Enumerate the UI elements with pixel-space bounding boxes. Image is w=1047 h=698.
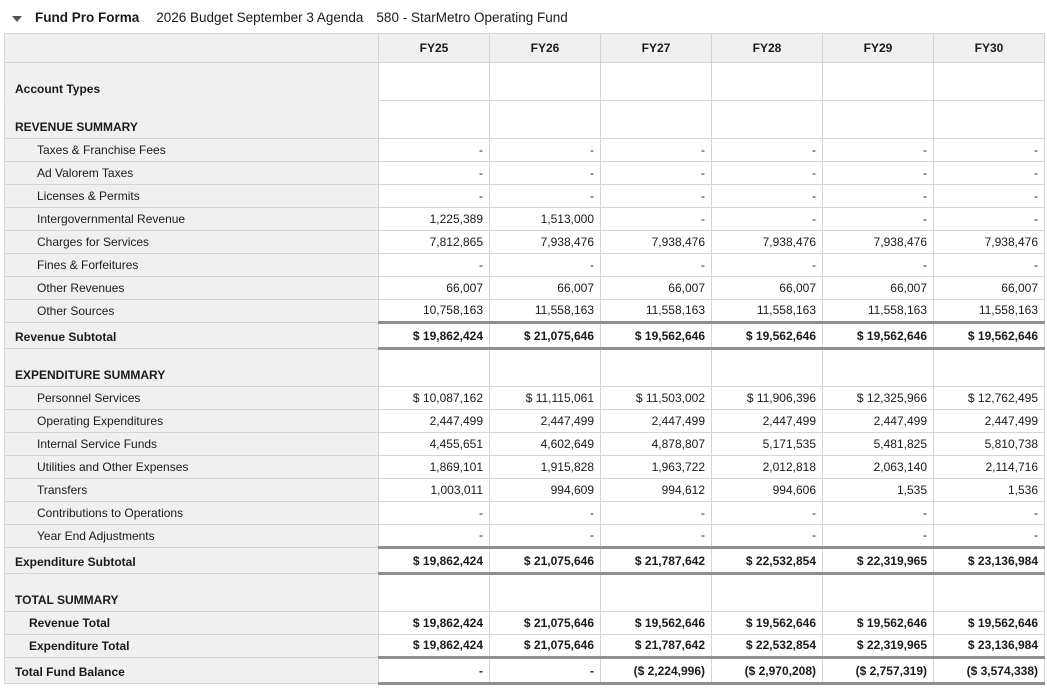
cell-fy29: 2,063,140	[823, 456, 934, 479]
cell-fy30: $ 19,562,646	[934, 323, 1045, 349]
cell-fy28	[712, 101, 823, 139]
row-label: Other Revenues	[5, 277, 379, 300]
cell-fy28: $ 22,532,854	[712, 548, 823, 574]
cell-fy26: 2,447,499	[490, 410, 601, 433]
cell-fy27: $ 21,787,642	[601, 635, 712, 658]
cell-fy30: $ 23,136,984	[934, 548, 1045, 574]
table-row	[5, 635, 1045, 658]
cell-fy25: $ 19,862,424	[379, 323, 490, 349]
budget-name: 2026 Budget September 3 Agenda	[156, 10, 364, 25]
cell-fy26: $ 21,075,646	[490, 323, 601, 349]
cell-fy29: ($ 2,757,319)	[823, 658, 934, 684]
cell-fy26: 1,915,828	[490, 456, 601, 479]
cell-fy29: 1,535	[823, 479, 934, 502]
cell-fy28: 994,606	[712, 479, 823, 502]
cell-fy26: -	[490, 139, 601, 162]
row-label: Expenditure Total	[5, 635, 379, 658]
cell-fy28	[712, 349, 823, 387]
fund-pro-forma-table	[4, 33, 1045, 685]
cell-fy25: -	[379, 185, 490, 208]
cell-fy30: -	[934, 139, 1045, 162]
row-label: Transfers	[5, 479, 379, 502]
row-label: REVENUE SUMMARY	[5, 101, 379, 139]
cell-fy25: 1,003,011	[379, 479, 490, 502]
cell-fy29: 11,558,163	[823, 300, 934, 323]
cell-fy28: -	[712, 139, 823, 162]
cell-fy25: 66,007	[379, 277, 490, 300]
cell-fy30: -	[934, 162, 1045, 185]
cell-fy25: 1,225,389	[379, 208, 490, 231]
cell-fy28: 2,447,499	[712, 410, 823, 433]
cell-fy26: $ 21,075,646	[490, 548, 601, 574]
row-label: Year End Adjustments	[5, 525, 379, 548]
cell-fy29	[823, 349, 934, 387]
row-label: Internal Service Funds	[5, 433, 379, 456]
cell-fy30: 2,114,716	[934, 456, 1045, 479]
cell-fy26: 7,938,476	[490, 231, 601, 254]
fund-name: 580 - StarMetro Operating Fund	[376, 10, 568, 25]
cell-fy27	[601, 63, 712, 101]
cell-fy27: $ 21,787,642	[601, 548, 712, 574]
table-row	[5, 349, 1045, 387]
table-row	[5, 658, 1045, 684]
table-row	[5, 525, 1045, 548]
cell-fy25: 2,447,499	[379, 410, 490, 433]
cell-fy26: $ 21,075,646	[490, 635, 601, 658]
cell-fy26	[490, 574, 601, 612]
cell-fy30	[934, 63, 1045, 101]
cell-fy29: $ 12,325,966	[823, 387, 934, 410]
cell-fy30	[934, 349, 1045, 387]
row-label: Account Types	[5, 63, 379, 101]
cell-fy29: -	[823, 162, 934, 185]
cell-fy29: 66,007	[823, 277, 934, 300]
cell-fy30: -	[934, 254, 1045, 277]
cell-fy27: 4,878,807	[601, 433, 712, 456]
cell-fy27: -	[601, 525, 712, 548]
cell-fy30: -	[934, 502, 1045, 525]
cell-fy27	[601, 101, 712, 139]
cell-fy28: $ 19,562,646	[712, 323, 823, 349]
cell-fy27: 2,447,499	[601, 410, 712, 433]
row-label: Charges for Services	[5, 231, 379, 254]
table-row	[5, 139, 1045, 162]
cell-fy27: -	[601, 139, 712, 162]
table-row	[5, 208, 1045, 231]
report-title: Fund Pro Forma	[35, 10, 140, 25]
cell-fy26: 1,513,000	[490, 208, 601, 231]
cell-fy26: -	[490, 162, 601, 185]
cell-fy29: 2,447,499	[823, 410, 934, 433]
cell-fy25	[379, 101, 490, 139]
col-header-fy25: FY25	[379, 34, 490, 63]
table-row	[5, 387, 1045, 410]
cell-fy30	[934, 101, 1045, 139]
cell-fy25: -	[379, 658, 490, 684]
cell-fy28: 2,012,818	[712, 456, 823, 479]
cell-fy26	[490, 63, 601, 101]
cell-fy28	[712, 574, 823, 612]
cell-fy26: $ 11,115,061	[490, 387, 601, 410]
cell-fy29: 7,938,476	[823, 231, 934, 254]
row-label: Ad Valorem Taxes	[5, 162, 379, 185]
cell-fy29: 5,481,825	[823, 433, 934, 456]
cell-fy25: -	[379, 162, 490, 185]
col-header-fy27: FY27	[601, 34, 712, 63]
cell-fy30: -	[934, 208, 1045, 231]
cell-fy25: 7,812,865	[379, 231, 490, 254]
col-header-fy26: FY26	[490, 34, 601, 63]
cell-fy29: -	[823, 208, 934, 231]
cell-fy30: -	[934, 525, 1045, 548]
cell-fy28	[712, 63, 823, 101]
collapse-arrow-icon[interactable]	[12, 16, 22, 22]
row-label: Total Fund Balance	[5, 658, 379, 684]
table-row	[5, 63, 1045, 101]
cell-fy26: -	[490, 658, 601, 684]
row-label: Revenue Total	[5, 612, 379, 635]
row-label: Other Sources	[5, 300, 379, 323]
table-row	[5, 410, 1045, 433]
cell-fy25: $ 19,862,424	[379, 548, 490, 574]
table-row	[5, 456, 1045, 479]
col-header-fy30: FY30	[934, 34, 1045, 63]
row-label: Taxes & Franchise Fees	[5, 139, 379, 162]
table-row	[5, 479, 1045, 502]
cell-fy25: -	[379, 254, 490, 277]
cell-fy27: 7,938,476	[601, 231, 712, 254]
cell-fy26: $ 21,075,646	[490, 612, 601, 635]
table-row	[5, 254, 1045, 277]
column-header-row	[5, 34, 1045, 63]
cell-fy27: ($ 2,224,996)	[601, 658, 712, 684]
table-row	[5, 277, 1045, 300]
cell-fy30: 5,810,738	[934, 433, 1045, 456]
row-label: Utilities and Other Expenses	[5, 456, 379, 479]
cell-fy30: 1,536	[934, 479, 1045, 502]
cell-fy26: 994,609	[490, 479, 601, 502]
cell-fy28: 11,558,163	[712, 300, 823, 323]
row-label: Personnel Services	[5, 387, 379, 410]
cell-fy28: -	[712, 162, 823, 185]
cell-fy29: -	[823, 502, 934, 525]
row-label: TOTAL SUMMARY	[5, 574, 379, 612]
cell-fy26: 66,007	[490, 277, 601, 300]
cell-fy27: 994,612	[601, 479, 712, 502]
cell-fy30: $ 19,562,646	[934, 612, 1045, 635]
table-row	[5, 574, 1045, 612]
cell-fy25: $ 19,862,424	[379, 612, 490, 635]
table-row	[5, 231, 1045, 254]
cell-fy30: 2,447,499	[934, 410, 1045, 433]
cell-fy25	[379, 349, 490, 387]
cell-fy27	[601, 349, 712, 387]
cell-fy28: -	[712, 502, 823, 525]
row-label: Intergovernmental Revenue	[5, 208, 379, 231]
cell-fy26: 11,558,163	[490, 300, 601, 323]
cell-fy26: -	[490, 185, 601, 208]
cell-fy28: -	[712, 525, 823, 548]
cell-fy27: 66,007	[601, 277, 712, 300]
row-label: Operating Expenditures	[5, 410, 379, 433]
cell-fy29	[823, 574, 934, 612]
cell-fy27: 11,558,163	[601, 300, 712, 323]
table-row	[5, 612, 1045, 635]
table-row	[5, 433, 1045, 456]
cell-fy30: 7,938,476	[934, 231, 1045, 254]
table-row	[5, 323, 1045, 349]
cell-fy30	[934, 574, 1045, 612]
cell-fy30: ($ 3,574,338)	[934, 658, 1045, 684]
cell-fy30: 66,007	[934, 277, 1045, 300]
cell-fy26: 4,602,649	[490, 433, 601, 456]
cell-fy27: -	[601, 254, 712, 277]
cell-fy25	[379, 63, 490, 101]
table-row	[5, 548, 1045, 574]
cell-fy29: -	[823, 254, 934, 277]
cell-fy25: $ 10,087,162	[379, 387, 490, 410]
cell-fy25	[379, 574, 490, 612]
cell-fy29: $ 22,319,965	[823, 635, 934, 658]
table-row	[5, 185, 1045, 208]
col-header-fy29: FY29	[823, 34, 934, 63]
cell-fy25: $ 19,862,424	[379, 635, 490, 658]
cell-fy25: 1,869,101	[379, 456, 490, 479]
cell-fy28: 66,007	[712, 277, 823, 300]
col-header-fy28: FY28	[712, 34, 823, 63]
cell-fy26: -	[490, 525, 601, 548]
table-row	[5, 300, 1045, 323]
cell-fy27: -	[601, 502, 712, 525]
cell-fy28: -	[712, 254, 823, 277]
cell-fy27	[601, 574, 712, 612]
row-label: Contributions to Operations	[5, 502, 379, 525]
cell-fy28: 7,938,476	[712, 231, 823, 254]
cell-fy30: -	[934, 185, 1045, 208]
cell-fy28: $ 22,532,854	[712, 635, 823, 658]
cell-fy30: 11,558,163	[934, 300, 1045, 323]
row-label: Revenue Subtotal	[5, 323, 379, 349]
row-label-column-header	[5, 34, 379, 63]
cell-fy25: -	[379, 502, 490, 525]
cell-fy25: 10,758,163	[379, 300, 490, 323]
cell-fy25: -	[379, 525, 490, 548]
cell-fy25: 4,455,651	[379, 433, 490, 456]
cell-fy28: -	[712, 185, 823, 208]
cell-fy28: ($ 2,970,208)	[712, 658, 823, 684]
cell-fy28: -	[712, 208, 823, 231]
table-row	[5, 502, 1045, 525]
cell-fy27: 1,963,722	[601, 456, 712, 479]
cell-fy30: $ 23,136,984	[934, 635, 1045, 658]
cell-fy29: -	[823, 139, 934, 162]
cell-fy26: -	[490, 502, 601, 525]
cell-fy29: -	[823, 185, 934, 208]
cell-fy27: $ 19,562,646	[601, 612, 712, 635]
cell-fy27: -	[601, 185, 712, 208]
cell-fy29: $ 19,562,646	[823, 323, 934, 349]
cell-fy29: -	[823, 525, 934, 548]
report-header	[0, 0, 1047, 33]
row-label: Expenditure Subtotal	[5, 548, 379, 574]
cell-fy29: $ 22,319,965	[823, 548, 934, 574]
cell-fy29	[823, 63, 934, 101]
cell-fy28: $ 19,562,646	[712, 612, 823, 635]
cell-fy29: $ 19,562,646	[823, 612, 934, 635]
row-label: Licenses & Permits	[5, 185, 379, 208]
cell-fy27: -	[601, 162, 712, 185]
row-label: Fines & Forfeitures	[5, 254, 379, 277]
cell-fy28: $ 11,906,396	[712, 387, 823, 410]
cell-fy27: $ 11,503,002	[601, 387, 712, 410]
cell-fy30: $ 12,762,495	[934, 387, 1045, 410]
cell-fy28: 5,171,535	[712, 433, 823, 456]
table-row	[5, 101, 1045, 139]
cell-fy26	[490, 349, 601, 387]
row-label: EXPENDITURE SUMMARY	[5, 349, 379, 387]
cell-fy26: -	[490, 254, 601, 277]
cell-fy25: -	[379, 139, 490, 162]
cell-fy26	[490, 101, 601, 139]
cell-fy27: $ 19,562,646	[601, 323, 712, 349]
table-row	[5, 162, 1045, 185]
cell-fy29	[823, 101, 934, 139]
cell-fy27: -	[601, 208, 712, 231]
